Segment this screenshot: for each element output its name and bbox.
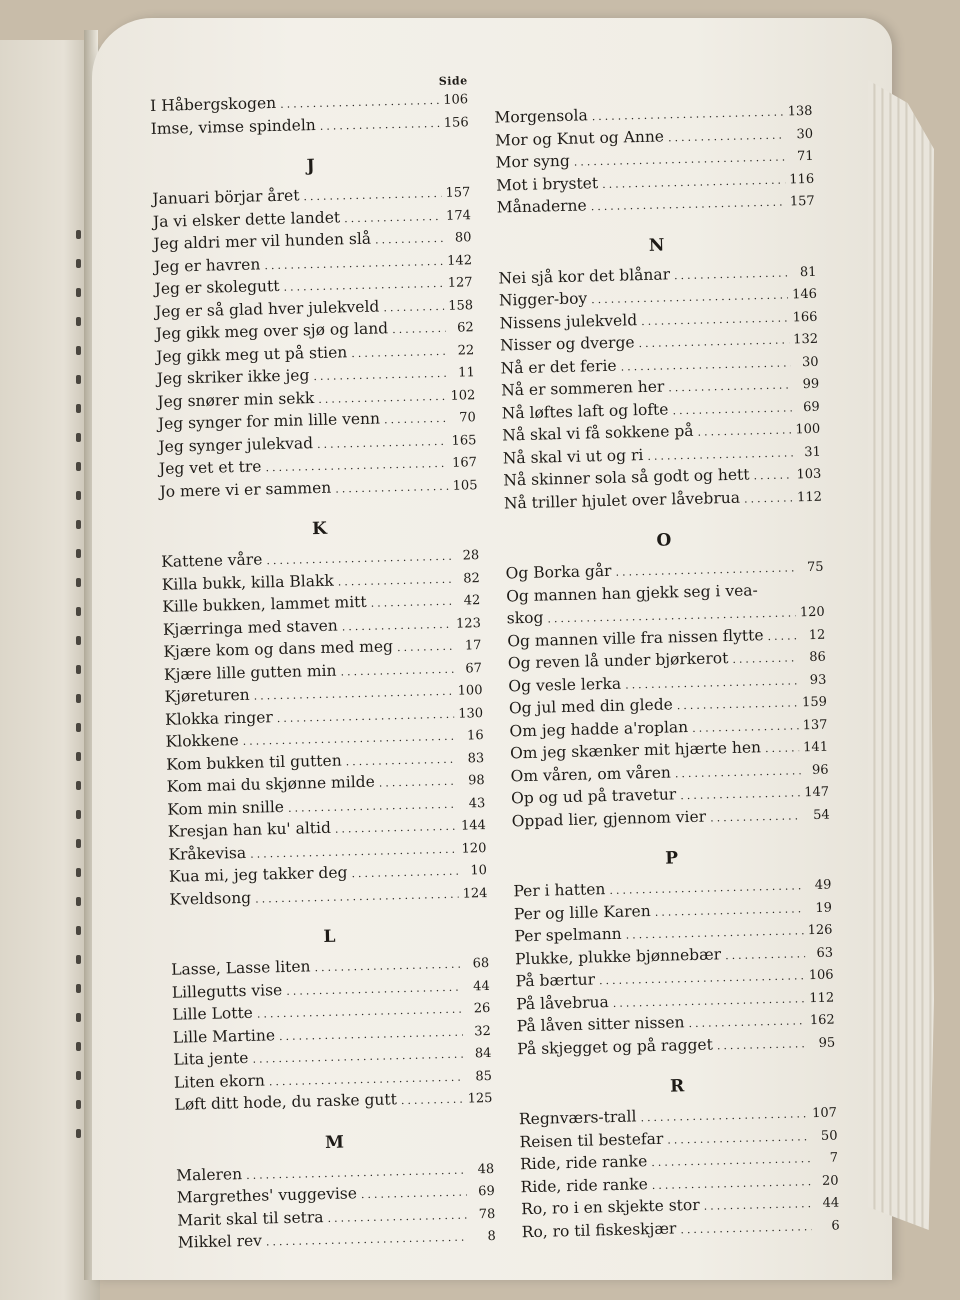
- dot-leader: [340, 659, 454, 682]
- entry-title: Lille Lotte: [172, 1003, 254, 1024]
- entry-page-number: 19: [815, 900, 833, 916]
- entry-page-number: 137: [802, 717, 828, 733]
- entry-page-number: 6: [831, 1217, 840, 1234]
- dot-leader: [680, 783, 801, 806]
- entry-title: Og mannen han gjekk seg i vea-: [506, 580, 758, 605]
- dot-leader: [327, 1205, 467, 1229]
- dot-leader: [397, 637, 454, 659]
- entry-page-number: 116: [789, 171, 815, 187]
- entry-title: Om jeg skænker mit hjærte hen: [509, 738, 762, 763]
- entry-title: Lille Martine: [172, 1025, 276, 1047]
- entry-page-number: [800, 593, 824, 594]
- entry-title: Om våren, om våren: [510, 762, 672, 785]
- dot-leader: [344, 206, 442, 229]
- entry-page-number: 146: [791, 286, 818, 303]
- entry-title: På låvebrua: [515, 992, 609, 1013]
- dot-leader: [370, 592, 452, 614]
- entry-title: På låven sitter nissen: [516, 1013, 685, 1036]
- dot-leader: [375, 229, 444, 251]
- entry-title: Og reven lå under bjørkerot: [507, 649, 729, 673]
- section-letter: P: [665, 848, 679, 869]
- entry-page-number: 125: [467, 1090, 493, 1107]
- dot-leader: [625, 671, 799, 696]
- dot-leader: [303, 184, 442, 208]
- entry-title: Nå triller hjulet over låvebrua: [503, 488, 741, 512]
- entry-page-number: 10: [470, 863, 488, 879]
- entry-page-number: 70: [459, 410, 477, 426]
- entry-title: Maleren: [176, 1164, 243, 1185]
- dot-leader: [651, 1149, 810, 1173]
- entry-title: Margrethes' vuggevise: [176, 1184, 358, 1207]
- entry-page-number: 100: [795, 421, 821, 438]
- entry-title: Nå skal vi ut og ri: [502, 445, 644, 467]
- entry-title: skog: [506, 608, 544, 628]
- dot-leader: [638, 330, 789, 354]
- entry-page-number: 112: [796, 489, 823, 505]
- dot-leader: [392, 319, 446, 341]
- entry-title: Lita jente: [173, 1048, 249, 1069]
- entry-page-number: 102: [450, 387, 476, 404]
- entry-title: Og vesle lerka: [508, 674, 622, 695]
- dot-leader: [314, 955, 461, 979]
- entry-page-number: 132: [793, 331, 819, 348]
- entry-title: Imse, vimse spindeln: [150, 115, 316, 138]
- entry-title: Nå skinner sola så godt og hett: [503, 465, 750, 490]
- entry-title: Nå løftes laft og lofte: [501, 399, 669, 422]
- entry-page-number: 98: [468, 773, 485, 789]
- entry-page-number: 142: [447, 252, 473, 269]
- entry-page-number: 96: [811, 762, 829, 778]
- dot-leader: [697, 420, 791, 443]
- entry-page-number: 107: [811, 1105, 838, 1122]
- entry-page-number: 130: [458, 705, 484, 722]
- entry-page-number: 42: [463, 593, 481, 609]
- entry-page-number: 83: [467, 750, 485, 766]
- dot-leader: [655, 899, 805, 923]
- entry-page-number: 162: [809, 1012, 835, 1029]
- dot-leader: [401, 1090, 464, 1112]
- section-letter: L: [323, 926, 336, 948]
- entry-title: Ro, ro i en skjekte stor: [520, 1195, 700, 1219]
- entry-page-number: 44: [822, 1195, 840, 1211]
- entry-page-number: 158: [448, 297, 474, 314]
- entry-title: Kille bukken, lammet mitt: [162, 592, 367, 616]
- entry-page-number: 100: [457, 683, 483, 699]
- entry-title: Jeg synger for min lille venn: [157, 409, 381, 433]
- entry-title: Kom min snille: [167, 797, 285, 819]
- section-letter: J: [306, 155, 315, 177]
- entry-page-number: 138: [787, 103, 813, 120]
- entry-title: Jeg gikk meg ut på stien: [156, 342, 348, 366]
- entry-title: Kjærringa med staven: [162, 616, 338, 639]
- entry-title: Jeg gikk meg over sjø og land: [155, 319, 389, 343]
- entry-title: Oppad lier, gjennom vier: [511, 807, 707, 830]
- entry-title: Kveldsong: [169, 888, 252, 909]
- entry-page-number: 20: [821, 1173, 839, 1189]
- entry-title: Nisser og dverge: [499, 333, 635, 355]
- dot-leader: [680, 1217, 812, 1241]
- entry-page-number: 12: [808, 627, 826, 643]
- entry-page-number: 156: [443, 114, 469, 131]
- entry-title: Klokka ringer: [164, 707, 274, 729]
- dot-leader: [277, 704, 455, 729]
- left-column: [150, 74, 497, 1255]
- entry-title: Jeg snører min sekk: [157, 388, 315, 411]
- entry-title: Månaderne: [496, 196, 587, 217]
- entry-page-number: 120: [461, 840, 487, 857]
- entry-page-number: 85: [475, 1068, 493, 1084]
- entry-page-number: 50: [820, 1128, 838, 1144]
- entry-title: Og Borka går: [505, 561, 612, 583]
- dot-leader: [620, 353, 790, 378]
- entry-page-number: 147: [804, 784, 830, 801]
- entry-title: Per spelmann: [514, 924, 622, 946]
- entry-page-number: 106: [808, 967, 834, 984]
- section-letter: K: [311, 518, 328, 540]
- dot-leader: [264, 251, 443, 276]
- dot-leader: [641, 308, 789, 332]
- dot-leader: [342, 614, 453, 637]
- dot-leader: [384, 409, 448, 431]
- entry-title: Ride, ride ranke: [520, 1174, 649, 1196]
- dot-leader: [379, 772, 457, 794]
- entry-title: Liten ekorn: [173, 1070, 266, 1092]
- entry-title: Nigger-boy: [498, 289, 588, 310]
- entry-title: Mikkel rev: [177, 1231, 263, 1252]
- entry-page-number: 78: [478, 1206, 496, 1222]
- dot-leader: [703, 1194, 811, 1217]
- entry-title: Lasse, Lasse liten: [171, 957, 311, 979]
- dot-leader: [692, 716, 799, 739]
- entry-page-number: 69: [478, 1183, 495, 1200]
- dot-leader: [725, 944, 805, 966]
- entry-title: Nissens julekveld: [499, 310, 638, 333]
- dot-leader: [668, 125, 786, 148]
- right-column-body: [494, 100, 840, 1244]
- entry-page-number: 84: [474, 1045, 492, 1062]
- entry-title: Ro, ro til fiskeskjær: [521, 1218, 677, 1241]
- entry-title: På skjegget og på ragget: [517, 1035, 714, 1058]
- entry-title: I Håbergskogen: [149, 93, 277, 115]
- dot-leader: [625, 921, 803, 946]
- dot-leader: [351, 341, 446, 364]
- entry-title: Mor og Knut og Anne: [494, 126, 665, 150]
- entry-title: Plukke, plukke bjønnebær: [514, 944, 722, 968]
- entry-page-number: 11: [458, 365, 475, 381]
- entry-title: Jeg vet et tre: [158, 457, 262, 478]
- entry-page-number: 167: [451, 455, 478, 471]
- entry-title: Kråkevisa: [168, 843, 247, 864]
- entry-title: Jeg aldri mer vil hunden slå: [153, 229, 372, 253]
- dot-leader: [675, 761, 801, 785]
- entry-page-number: 141: [803, 739, 829, 756]
- dot-leader: [338, 569, 452, 592]
- entry-title: Kresjan han ku' altid: [167, 818, 332, 841]
- entry-title: Om jeg hadde a'roplan: [509, 717, 689, 740]
- entry-page-number: 30: [801, 354, 819, 370]
- entry-title: Jeg synger julekvad: [158, 433, 314, 456]
- dot-leader: [667, 1127, 810, 1151]
- dot-leader: [677, 693, 799, 716]
- entry-title: Per i hatten: [513, 880, 606, 901]
- entry-page-number: 81: [799, 264, 817, 280]
- dot-leader: [255, 884, 459, 909]
- entry-page-number: 159: [801, 694, 828, 711]
- entry-page-number: 106: [443, 92, 469, 108]
- entry-page-number: 43: [468, 795, 486, 811]
- entry-title: Kjære kom og dans med meg: [163, 637, 394, 661]
- entry-title: Mor syng: [495, 151, 570, 172]
- entry-title: På bærtur: [515, 970, 596, 991]
- entry-page-number: 63: [816, 945, 834, 961]
- entry-page-number: 48: [477, 1161, 495, 1177]
- dot-leader: [717, 1034, 808, 1057]
- dot-leader: [640, 1104, 808, 1129]
- entry-title: Killa bukk, killa Blakk: [161, 571, 334, 594]
- side-label: Side: [438, 74, 468, 88]
- section-letter: M: [324, 1132, 345, 1153]
- section-letter: R: [669, 1076, 685, 1097]
- entry-page-number: 67: [465, 660, 483, 676]
- entry-page-number: 26: [473, 1000, 491, 1017]
- entry-page-number: 166: [792, 309, 818, 325]
- entry-title: Januari börjar året: [152, 186, 300, 208]
- entry-page-number: 103: [796, 466, 822, 483]
- entry-page-number: 124: [462, 885, 488, 902]
- entry-title: Regnværs-trall: [518, 1107, 637, 1129]
- right-column: [494, 100, 840, 1244]
- entry-title: Nei sjå kor det blånar: [498, 264, 671, 288]
- dot-leader: [280, 91, 440, 115]
- dot-leader: [313, 364, 447, 388]
- entry-page-number: 28: [462, 548, 480, 564]
- entry-title: Nå er det ferie: [500, 356, 617, 378]
- dot-leader: [283, 274, 444, 298]
- dot-leader: [688, 1011, 806, 1034]
- entry-page-number: 82: [463, 570, 480, 586]
- entry-page-number: 69: [802, 399, 820, 415]
- entry-page-number: 86: [809, 649, 826, 666]
- entry-page-number: 68: [472, 955, 490, 972]
- entry-page-number: 75: [806, 559, 824, 576]
- entry-page-number: 93: [809, 672, 827, 688]
- entry-page-number: 174: [445, 207, 472, 224]
- entry-page-number: 49: [814, 877, 832, 893]
- entry-title: Nå er sommeren her: [500, 377, 665, 400]
- entry-page-number: 112: [809, 990, 835, 1006]
- entry-title: Jeg er så glad hver julekveld: [154, 296, 380, 321]
- entry-page-number: 62: [456, 320, 474, 336]
- dot-leader: [744, 488, 794, 510]
- dot-leader: [765, 738, 800, 759]
- dot-leader: [361, 1183, 467, 1206]
- entry-page-number: 17: [464, 638, 482, 654]
- entry-title: Mot i brystet: [495, 173, 599, 195]
- entry-page-number: 99: [802, 376, 820, 393]
- entry-title: Jo mere vi er sammen: [159, 478, 332, 501]
- dot-leader: [288, 794, 458, 819]
- entry-page-number: 126: [807, 922, 833, 939]
- dot-leader: [732, 648, 798, 670]
- entry-title: Jeg er skolegutt: [154, 276, 280, 298]
- dot-leader: [266, 1228, 468, 1253]
- dot-leader: [674, 263, 789, 286]
- entry-title: Kom bukken til gutten: [166, 751, 342, 774]
- entry-title: Morgensola: [494, 106, 588, 127]
- entry-title: Ride, ride ranke: [519, 1152, 648, 1174]
- entry-page-number: 30: [796, 126, 814, 142]
- dot-leader: [753, 465, 792, 486]
- section-letter: N: [648, 234, 665, 256]
- entry-page-number: 120: [799, 604, 825, 621]
- entry-page-number: 44: [473, 978, 490, 994]
- entry-title: Jeg skriker ikke jeg: [156, 366, 310, 388]
- entry-title: Kua mi, jeg takker deg: [168, 863, 348, 886]
- entry-page-number: 144: [460, 818, 487, 834]
- dot-leader: [710, 806, 802, 829]
- entry-title: Løft ditt hode, du raske gutt: [174, 1090, 398, 1114]
- entry-title: Og mannen ville fra nissen flytte: [507, 625, 764, 650]
- entry-page-number: 16: [466, 728, 484, 744]
- dot-leader: [652, 1172, 811, 1196]
- section-letter: O: [656, 530, 672, 551]
- entry-page-number: 105: [452, 477, 478, 494]
- entry-title: Kattene våre: [161, 550, 263, 571]
- dot-leader: [615, 558, 796, 583]
- dot-leader: [672, 398, 792, 421]
- entry-page-number: 22: [457, 342, 475, 359]
- entry-page-number: 123: [455, 615, 482, 632]
- dot-leader: [383, 296, 444, 318]
- dot-leader: [345, 749, 456, 772]
- entry-page-number: 32: [474, 1023, 492, 1039]
- entry-page-number: 71: [796, 148, 814, 165]
- entry-page-number: 8: [487, 1228, 497, 1245]
- entry-title: Ja vi elsker dette landet: [152, 207, 341, 231]
- entry-page-number: 95: [818, 1035, 836, 1051]
- entry-page-number: 165: [451, 432, 477, 449]
- entry-page-number: 54: [812, 807, 830, 823]
- entry-title: Kjære lille gutten min: [163, 661, 337, 684]
- dot-leader: [318, 386, 447, 410]
- entry-title: Kjøreturen: [164, 685, 250, 706]
- entry-page-number: 157: [789, 193, 815, 210]
- left-column-body: [150, 88, 496, 1255]
- entry-title: Op og ud på travetur: [510, 785, 677, 808]
- dot-leader: [668, 375, 791, 398]
- entry-title: Reisen til bestefar: [519, 1129, 664, 1151]
- entry-page-number: 157: [445, 185, 471, 201]
- entry-title: Kom mai du skjønne milde: [166, 772, 375, 796]
- entry-title: Per og lille Karen: [513, 901, 651, 923]
- dot-leader: [591, 192, 787, 217]
- dot-leader: [647, 443, 793, 467]
- entry-page-number: 7: [829, 1150, 839, 1166]
- entry-title: Nå skal vi få sokkene på: [502, 421, 694, 445]
- entry-title: Marit skal til setra: [177, 1207, 324, 1230]
- dot-leader: [320, 113, 441, 136]
- entry-title: Klokkene: [165, 731, 239, 751]
- dot-leader: [335, 817, 458, 840]
- entry-page-number: 80: [454, 230, 472, 246]
- entry-title: Jeg er havren: [153, 254, 261, 276]
- entry-title: Lillegutts vise: [171, 980, 283, 1002]
- entry-title: Og jul med din glede: [508, 695, 674, 718]
- dot-leader: [767, 626, 797, 647]
- dot-leader: [286, 977, 462, 1002]
- dot-leader: [335, 476, 449, 499]
- dot-leader: [351, 862, 459, 885]
- dot-leader: [317, 431, 448, 455]
- entry-page-number: 31: [804, 444, 821, 460]
- entry-page-number: 127: [447, 275, 473, 291]
